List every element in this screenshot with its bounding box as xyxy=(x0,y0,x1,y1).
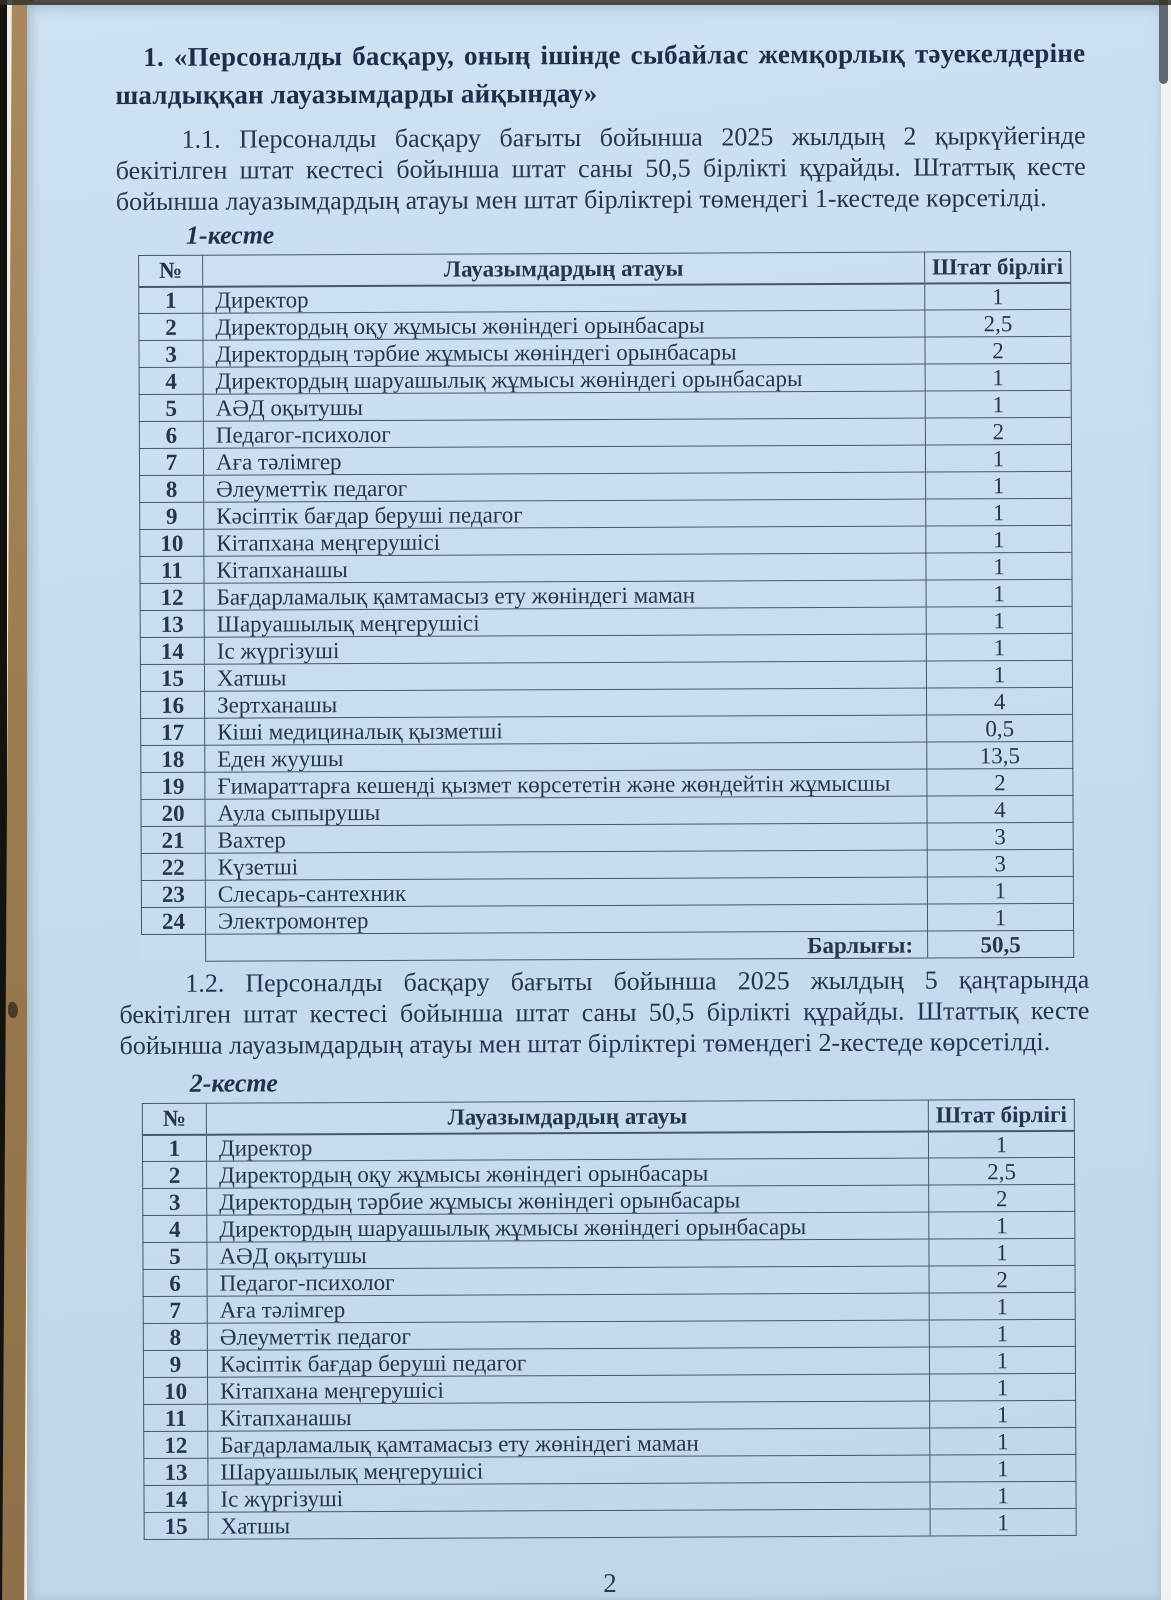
table-row xyxy=(140,660,1072,691)
table-header-row xyxy=(139,251,1071,286)
page-top-shadow xyxy=(0,0,1171,5)
viewer-gutter xyxy=(1161,0,1171,1600)
position-name: Хатшы xyxy=(204,661,926,691)
row-number: 17 xyxy=(141,718,205,745)
scrollbar-thumb[interactable] xyxy=(1159,0,1168,84)
table-row xyxy=(143,1238,1075,1269)
table-row xyxy=(141,903,1073,934)
position-name: Кітапханашы xyxy=(208,1401,930,1431)
staff-units: 1 xyxy=(926,579,1072,607)
position-name: Педагог-психолог xyxy=(203,418,925,448)
header-staff-units: Штат бірлігі xyxy=(928,1099,1074,1131)
row-number: 3 xyxy=(143,1188,207,1215)
position-name: Вахтер xyxy=(205,823,927,853)
position-name: Күзетші xyxy=(205,850,927,880)
table-row xyxy=(141,714,1073,745)
staff-units: 1 xyxy=(930,1427,1076,1455)
position-name: Еден жуушы xyxy=(205,742,927,772)
row-number: 10 xyxy=(143,1377,207,1404)
table-row xyxy=(141,768,1073,799)
row-number: 12 xyxy=(140,583,204,610)
staff-units: 1 xyxy=(929,1238,1075,1266)
position-name: Бағдарламалық қамтамасыз ету жөніндегі маман xyxy=(208,1428,930,1458)
staff-units: 2,5 xyxy=(929,1157,1075,1185)
position-name: Шаруашылық меңгерушісі xyxy=(204,607,926,637)
staff-units: 2 xyxy=(925,417,1071,445)
staff-units: 1 xyxy=(930,1508,1076,1536)
row-number: 9 xyxy=(143,1350,207,1377)
table-row xyxy=(139,444,1071,475)
staff-units: 1 xyxy=(929,1373,1075,1401)
position-name: Педагог-психолог xyxy=(207,1266,929,1296)
position-name: Әлеуметтік педагог xyxy=(207,1320,929,1350)
staff-units: 2 xyxy=(929,1265,1075,1293)
position-name: Бағдарламалық қамтамасыз ету жөніндегі маман xyxy=(204,580,926,610)
staff-units: 3 xyxy=(927,849,1073,877)
table-row xyxy=(141,876,1073,907)
row-number: 20 xyxy=(141,799,205,826)
position-name: Кәсіптік бағдар беруші педагог xyxy=(204,499,926,529)
row-number: 7 xyxy=(139,448,203,475)
total-empty-cell xyxy=(142,934,206,961)
row-number: 1 xyxy=(142,1134,206,1161)
total-value: 50,5 xyxy=(928,930,1074,958)
staff-units: 1 xyxy=(926,525,1072,553)
row-number: 2 xyxy=(143,1161,207,1188)
header-position-name: Лауазымдардың атауы xyxy=(203,252,925,286)
table-row xyxy=(140,498,1072,529)
staff-units: 1 xyxy=(927,876,1073,904)
staff-units: 1 xyxy=(926,633,1072,661)
position-name: Аула сыпырушы xyxy=(205,796,927,826)
table-row xyxy=(143,1157,1075,1188)
table-row xyxy=(139,363,1071,394)
position-name: Іс жүргізуші xyxy=(204,634,926,664)
table-total-row xyxy=(142,930,1074,961)
table-row xyxy=(143,1373,1075,1404)
table-row xyxy=(140,471,1072,502)
row-number: 5 xyxy=(139,394,203,421)
staff-units: 1 xyxy=(926,660,1072,688)
position-name: Кәсіптік бағдар беруші педагог xyxy=(207,1347,929,1377)
table-row xyxy=(140,552,1072,583)
position-name: Әлеуметтік педагог xyxy=(204,472,926,502)
cover-blemish xyxy=(8,1002,18,1018)
position-name: АӘД оқытушы xyxy=(207,1239,929,1269)
row-number: 8 xyxy=(140,475,204,502)
table-1-caption: 1-кесте xyxy=(185,220,275,250)
table-row xyxy=(144,1508,1076,1539)
row-number: 11 xyxy=(140,556,204,583)
row-number: 7 xyxy=(143,1296,207,1323)
staff-units: 0,5 xyxy=(927,714,1073,742)
staff-units: 4 xyxy=(927,795,1073,823)
row-number: 24 xyxy=(141,907,205,934)
staff-table-1 xyxy=(138,251,1074,962)
table-row xyxy=(143,1292,1075,1323)
position-name: Директордың тәрбие жұмысы жөніндегі орынбасары xyxy=(207,1185,929,1215)
table-row xyxy=(139,390,1071,421)
table-row xyxy=(143,1184,1075,1215)
row-number: 22 xyxy=(141,853,205,880)
paragraph-1-1: 1.1. Персоналды басқару бағыты бойынша 2025 жылдың 2 қыркүйегінде бекітілген штат кестесі бойынша штат саны 50,5 бірлікті құрайды. Штаттық кесте бойынша лауазымдардың атауы мен штат бірліктері төмендегі 1-кестеде көрсетілді. xyxy=(115,120,1086,217)
row-number: 18 xyxy=(141,745,205,772)
total-label: Барлығы: xyxy=(206,931,928,961)
staff-units: 2 xyxy=(927,768,1073,796)
position-name: Кітапхана меңгерушісі xyxy=(204,526,926,556)
table-row xyxy=(140,579,1072,610)
staff-units: 2 xyxy=(929,1184,1075,1212)
position-name: Кітапхана меңгерушісі xyxy=(207,1374,929,1404)
staff-units: 1 xyxy=(925,444,1071,472)
staff-units: 1 xyxy=(930,1454,1076,1482)
row-number: 3 xyxy=(139,340,203,367)
table-row xyxy=(141,795,1073,826)
row-number: 13 xyxy=(140,610,204,637)
table-row xyxy=(140,633,1072,664)
staff-units: 1 xyxy=(930,1481,1076,1509)
row-number: 15 xyxy=(140,664,204,691)
position-name: Директордың оқу жұмысы жөніндегі орынбасары xyxy=(207,1158,929,1188)
row-number: 21 xyxy=(141,826,205,853)
position-name: Аға тәлімгер xyxy=(203,445,925,475)
section-heading: 1. «Персоналды басқару, оның ішінде сыбайлас жемқорлық тәуекелдеріне шалдыққан лауазымдарды айқындау» xyxy=(115,37,1086,111)
table-row xyxy=(143,1319,1075,1350)
table-2-caption: 2-кесте xyxy=(189,1068,279,1098)
position-name: Кіші медициналық қызметші xyxy=(205,715,927,745)
table-row xyxy=(141,687,1073,718)
row-number: 14 xyxy=(140,637,204,664)
position-name: Директордың шаруашылық жұмысы жөніндегі орынбасары xyxy=(203,364,925,394)
table-row xyxy=(139,282,1071,313)
row-number: 16 xyxy=(141,691,205,718)
staff-table-2 xyxy=(142,1099,1077,1540)
row-number: 9 xyxy=(140,502,204,529)
header-number: № xyxy=(139,255,203,286)
table-row xyxy=(140,606,1072,637)
position-name: Директордың тәрбие жұмысы жөніндегі орынбасары xyxy=(203,337,925,367)
row-number: 6 xyxy=(143,1269,207,1296)
table-row xyxy=(140,525,1072,556)
document-page xyxy=(27,2,1163,1600)
staff-units: 1 xyxy=(926,471,1072,499)
position-name: АӘД оқытушы xyxy=(203,391,925,421)
staff-units: 1 xyxy=(928,1130,1074,1158)
position-name: Аға тәлімгер xyxy=(207,1293,929,1323)
header-number: № xyxy=(142,1103,206,1134)
row-number: 11 xyxy=(144,1404,208,1431)
row-number: 2 xyxy=(139,313,203,340)
staff-units: 1 xyxy=(930,1400,1076,1428)
table-row xyxy=(141,822,1073,853)
table-row xyxy=(142,1130,1074,1161)
header-staff-units: Штат бірлігі xyxy=(925,251,1071,283)
table-row xyxy=(143,1265,1075,1296)
table-row xyxy=(144,1427,1076,1458)
staff-units: 1 xyxy=(926,606,1072,634)
row-number: 5 xyxy=(143,1242,207,1269)
table-header-row xyxy=(142,1099,1074,1134)
staff-units: 13,5 xyxy=(927,741,1073,769)
table-row xyxy=(141,741,1073,772)
position-name: Зертханашы xyxy=(205,688,927,718)
paragraph-1-2: 1.2. Персоналды басқару бағыты бойынша 2025 жылдың 5 қаңтарында бекітілген штат кестесі бойынша штат саны 50,5 бірлікті құрайды. Штаттық кесте бойынша лауазымдардың атауы мен штат бірліктері төмендегі 2-кестеде көрсетілді. xyxy=(119,964,1090,1061)
table-row xyxy=(144,1454,1076,1485)
header-position-name: Лауазымдардың атауы xyxy=(206,1100,928,1134)
table-row xyxy=(139,309,1071,340)
staff-units: 1 xyxy=(925,282,1071,310)
row-number: 12 xyxy=(144,1431,208,1458)
row-number: 8 xyxy=(143,1323,207,1350)
staff-units: 1 xyxy=(929,1292,1075,1320)
row-number: 23 xyxy=(141,880,205,907)
table-row xyxy=(144,1481,1076,1512)
position-name: Іс жүргізуші xyxy=(208,1482,930,1512)
table-row xyxy=(141,849,1073,880)
row-number: 4 xyxy=(139,367,203,394)
staff-units: 1 xyxy=(929,1211,1075,1239)
staff-units: 1 xyxy=(925,363,1071,391)
page-number: 2 xyxy=(603,1567,617,1598)
staff-units: 1 xyxy=(929,1319,1075,1347)
staff-units: 1 xyxy=(927,903,1073,931)
position-name: Директордың шаруашылық жұмысы жөніндегі орынбасары xyxy=(207,1212,929,1242)
staff-units: 1 xyxy=(925,390,1071,418)
row-number: 1 xyxy=(139,286,203,313)
staff-units: 2 xyxy=(925,336,1071,364)
staff-units: 1 xyxy=(926,498,1072,526)
position-name: Шаруашылық меңгерушісі xyxy=(208,1455,930,1485)
row-number: 4 xyxy=(143,1215,207,1242)
table-row xyxy=(139,336,1071,367)
row-number: 14 xyxy=(144,1485,208,1512)
table-row xyxy=(144,1400,1076,1431)
row-number: 10 xyxy=(140,529,204,556)
staff-units: 1 xyxy=(926,552,1072,580)
position-name: Слесарь-сантехник xyxy=(205,877,927,907)
table-row xyxy=(143,1346,1075,1377)
row-number: 6 xyxy=(139,421,203,448)
staff-units: 2,5 xyxy=(925,309,1071,337)
position-name: Директор xyxy=(203,283,925,313)
staff-units: 3 xyxy=(927,822,1073,850)
page-content xyxy=(27,0,1170,1600)
position-name: Кітапханашы xyxy=(204,553,926,583)
position-name: Директор xyxy=(206,1131,928,1161)
row-number: 13 xyxy=(144,1458,208,1485)
table-row xyxy=(143,1211,1075,1242)
row-number: 19 xyxy=(141,772,205,799)
row-number: 15 xyxy=(144,1512,208,1539)
position-name: Электромонтер xyxy=(205,904,927,934)
position-name: Хатшы xyxy=(208,1509,930,1539)
position-name: Директордың оқу жұмысы жөніндегі орынбасары xyxy=(203,310,925,340)
staff-units: 1 xyxy=(929,1346,1075,1374)
table-row xyxy=(139,417,1071,448)
staff-units: 4 xyxy=(926,687,1072,715)
position-name: Ғимараттарға кешенді қызмет көрсететін және жөндейтін жұмысшы xyxy=(205,769,927,799)
